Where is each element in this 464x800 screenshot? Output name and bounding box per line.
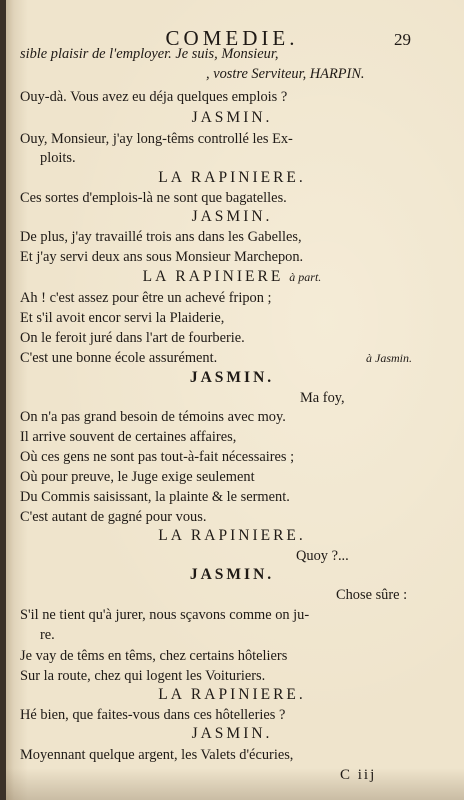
verse-line: re.: [40, 627, 55, 643]
page-number: 29: [394, 30, 411, 49]
verse-line: Chose sûre :: [336, 587, 408, 603]
verse-line: Et j'ay servi deux ans sous Monsieur Marchepon.: [20, 249, 304, 265]
verse-line: On n'a pas grand besoin de témoins avec moy.: [20, 409, 286, 425]
speaker-heading-jasmin: JASMIN.: [191, 725, 273, 742]
verse-line: Où pour preuve, le Juge exige seulement: [20, 469, 255, 485]
verse-line: ploits.: [40, 150, 76, 166]
speaker-heading-jasmin: JASMIN.: [191, 208, 273, 225]
verse-line: On le feroit juré dans l'art de fourberie.: [20, 330, 245, 346]
verse-line: Où ces gens ne sont pas tout-à-fait nécessaires ;: [20, 449, 295, 465]
speaker-heading-la-rapiniere: LA RAPINIERE.: [158, 527, 306, 544]
stage-direction: à Jasmin.: [366, 351, 412, 365]
speaker-heading-la-rapiniere: LA RAPINIERE.: [158, 686, 306, 703]
verse-line: Ma foy,: [300, 390, 345, 406]
verse-line: Sur la route, chez qui logent les Voituriers.: [20, 668, 266, 684]
speaker-heading-jasmin: JASMIN.: [189, 566, 275, 583]
verse-line: Je vay de têms en têms, chez certains hôteliers: [20, 648, 288, 664]
speaker-heading-la-rapiniere: LA RAPINIERE.: [158, 169, 306, 186]
verse-line: Et s'il avoit encor servi la Plaiderie,: [20, 310, 225, 326]
verse-text: C'est une bonne école assurément.: [20, 350, 218, 366]
speaker-name: LA RAPINIERE: [142, 268, 284, 285]
letter-closing-line: sible plaisir de l'employer. Je suis, Monsieur,: [20, 46, 279, 62]
verse-line: Moyennant quelque argent, les Valets d'écuries,: [20, 747, 294, 763]
verse-line: C'est autant de gagné pour vous.: [20, 509, 207, 525]
speaker-heading-jasmin: JASMIN.: [191, 109, 273, 126]
running-header: COMEDIE.: [165, 26, 299, 50]
letter-signature-line: , vostre Serviteur, HARPIN.: [206, 66, 365, 82]
verse-line: Il arrive souvent de certaines affaires,: [20, 429, 237, 445]
verse-line: Ah ! c'est assez pour être un achevé fripon ;: [20, 290, 272, 306]
verse-line: S'il ne tient qu'à jurer, nous sçavons comme on ju-: [20, 607, 310, 623]
verse-line: Du Commis saisissant, la plainte & le serment.: [20, 489, 290, 505]
verse-line: Quoy ?...: [296, 548, 349, 564]
verse-line: Ces sortes d'emplois-là ne sont que bagatelles.: [20, 190, 287, 206]
verse-line: [20, 348, 460, 368]
verse-line: De plus, j'ay travaillé trois ans dans les Gabelles,: [20, 229, 302, 245]
signature-mark: C iij: [340, 767, 377, 783]
verse-line: Ouy-dà. Vous avez eu déja quelques emplois ?: [20, 89, 288, 105]
stage-direction: à part.: [289, 270, 322, 284]
speaker-heading-la-rapiniere-aside: [0, 267, 464, 287]
verse-line: Ouy, Monsieur, j'ay long-têms controllé les Ex-: [20, 131, 293, 147]
verse-line: Hé bien, que faites-vous dans ces hôtelleries ?: [20, 707, 286, 723]
speaker-heading-jasmin: JASMIN.: [189, 369, 275, 386]
